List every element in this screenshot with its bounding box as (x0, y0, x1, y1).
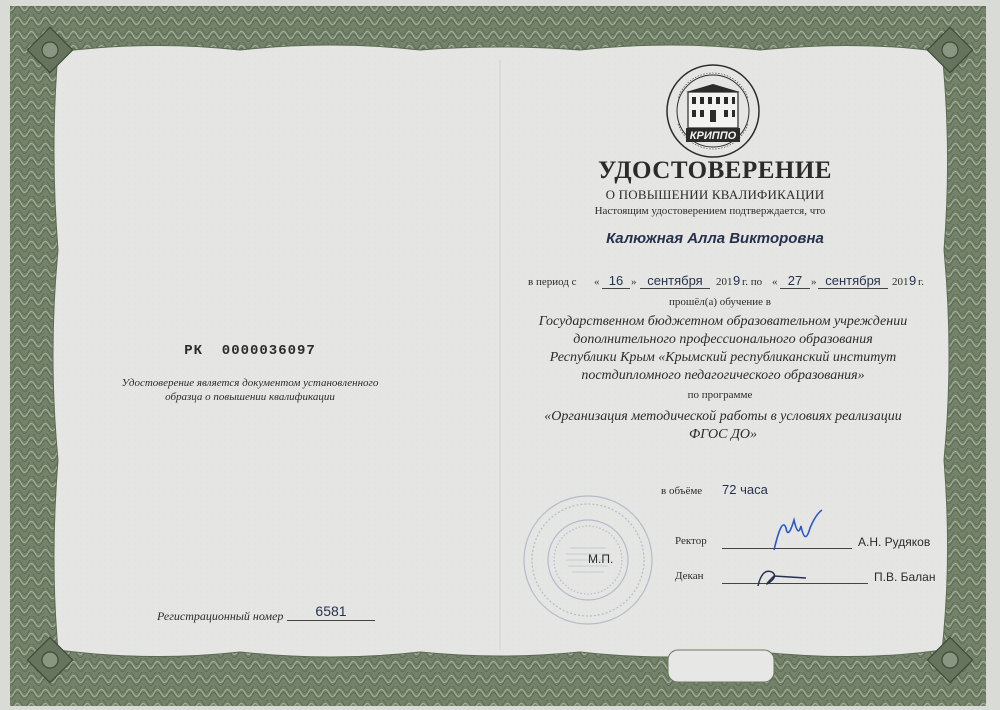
passed-text: прошёл(а) обучение в (669, 296, 771, 308)
volume-value: 72 часа (722, 482, 768, 497)
institution-line4: постдипломного педагогического образования» (581, 368, 865, 383)
holder-name: Калюжная Алла Викторовна (606, 230, 824, 247)
rector-label: Ректор (675, 535, 707, 547)
institution-line3: Республики Крым «Крымский республиканский институт (549, 350, 897, 365)
quote-close-from: » (631, 276, 637, 288)
kripro-logo (664, 62, 762, 160)
confirm-text: Настоящим удостоверением подтверждается, что (594, 205, 826, 217)
document-subtitle: О ПОВЫШЕНИИ КВАЛИФИКАЦИИ (605, 187, 825, 202)
year-prefix-from: 201 (716, 276, 733, 288)
program-line1: «Организация методической работы в условиях реализации (544, 409, 902, 424)
registration-number: 6581 (287, 603, 375, 621)
volume-label: в объёме (661, 485, 703, 497)
by-program-text: по программе (687, 389, 753, 401)
g-po: г. по (742, 276, 763, 288)
institution-line2: дополнительного профессионального образования (573, 332, 873, 347)
logo-text: КРИППО (689, 130, 737, 142)
institution-line1: Государственном бюджетном образовательном учреждении (538, 314, 908, 329)
rector-name: А.Н. Рудяков (858, 535, 931, 549)
year-prefix-to: 201 (892, 276, 909, 288)
quote-close-to: » (811, 276, 817, 288)
day-from: 16 (602, 273, 630, 289)
document-title: УДОСТОВЕРЕНИЕ (598, 157, 832, 184)
quote-open-to: « (772, 276, 778, 288)
period-line (528, 273, 938, 291)
dean-signature (752, 558, 812, 592)
stamp-place-label: М.П. (588, 552, 614, 566)
certificate-note-line2: образца о повышении квалификации (165, 391, 335, 403)
month-from: сентября (640, 273, 710, 289)
year-digit-from: 9 (733, 273, 741, 288)
period-prefix: в период с (528, 276, 577, 288)
dean-name: П.В. Балан (874, 570, 936, 584)
certificate-note-line1: Удостоверение является документом установленного (121, 377, 379, 389)
g-end: г. (918, 276, 925, 288)
program-line2: ФГОС ДО» (688, 427, 757, 442)
day-to: 27 (780, 273, 810, 289)
quote-open-from: « (594, 276, 600, 288)
rector-signature (768, 506, 828, 556)
month-to: сентября (818, 273, 888, 289)
dean-label: Декан (675, 570, 704, 582)
registration-label: Регистрационный номер (157, 609, 284, 623)
year-digit-to: 9 (909, 273, 917, 288)
serial-number: РК 0000036097 (184, 343, 316, 359)
